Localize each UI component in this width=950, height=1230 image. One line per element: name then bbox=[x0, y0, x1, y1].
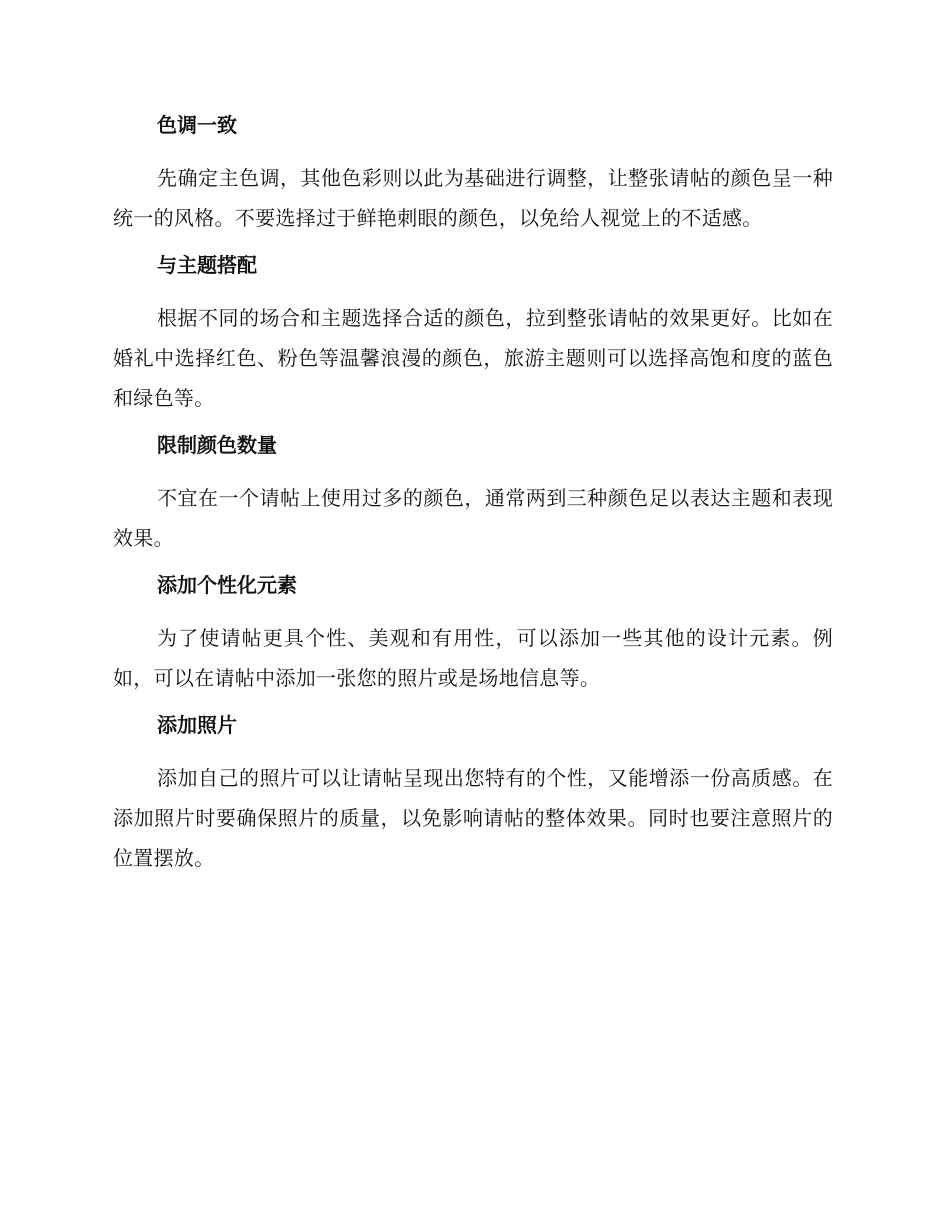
section-color-consistency bbox=[113, 110, 833, 238]
section-add-photo bbox=[113, 710, 833, 878]
section-heading: 添加个性化元素 bbox=[157, 573, 297, 597]
section-heading: 限制颜色数量 bbox=[157, 433, 277, 457]
section-personal-elements bbox=[113, 570, 833, 698]
section-body: 添加自己的照片可以让请帖呈现出您特有的个性，又能增添一份高质感。在添加照片时要确保照片的质量，以免影响请帖的整体效果。同时也要注意照片的位置摆放。 bbox=[113, 766, 833, 870]
section-theme-matching bbox=[113, 250, 833, 418]
section-heading: 与主题搭配 bbox=[157, 253, 257, 277]
section-body: 先确定主色调，其他色彩则以此为基础进行调整，让整张请帖的颜色呈一种统一的风格。不要选择过于鲜艳刺眼的颜色，以免给人视觉上的不适感。 bbox=[113, 166, 833, 230]
section-heading: 色调一致 bbox=[157, 113, 237, 137]
section-body: 为了使请帖更具个性、美观和有用性，可以添加一些其他的设计元素。例如，可以在请帖中添加一张您的照片或是场地信息等。 bbox=[113, 626, 833, 690]
section-body: 根据不同的场合和主题选择合适的颜色，拉到整张请帖的效果更好。比如在婚礼中选择红色、粉色等温馨浪漫的颜色，旅游主题则可以选择高饱和度的蓝色和绿色等。 bbox=[113, 306, 833, 410]
section-body: 不宜在一个请帖上使用过多的颜色，通常两到三种颜色足以表达主题和表现效果。 bbox=[113, 486, 833, 550]
document-page bbox=[113, 110, 833, 890]
section-heading: 添加照片 bbox=[157, 713, 237, 737]
section-limit-colors bbox=[113, 430, 833, 558]
